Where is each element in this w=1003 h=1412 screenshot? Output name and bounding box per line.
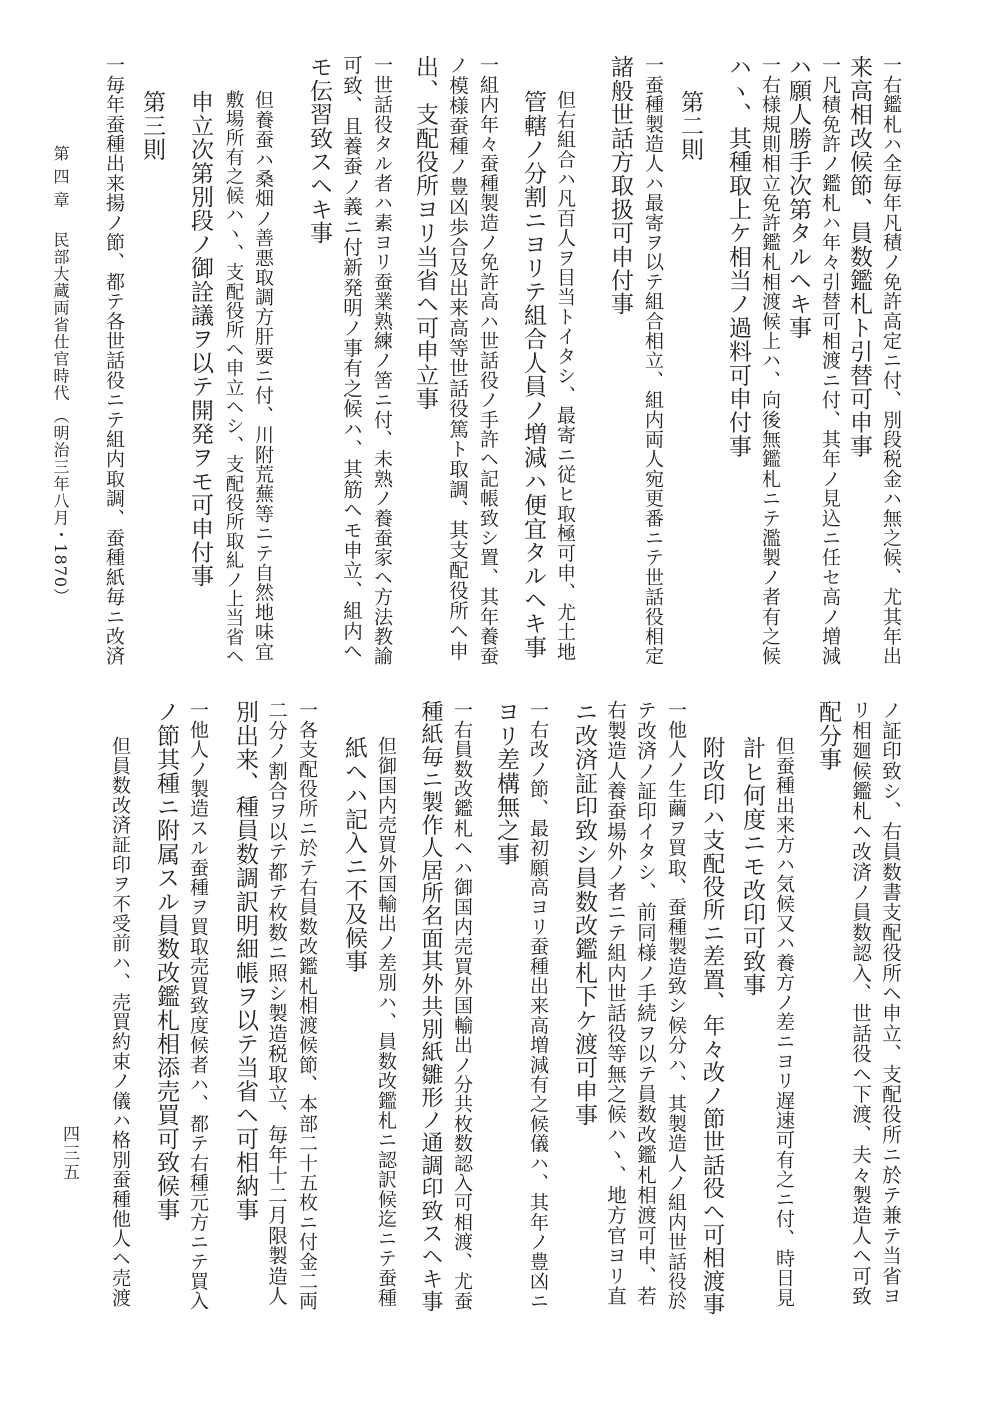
text-column: 一右改ノ節、最初願高ヨリ蚕種出来高増減有之候儀ハ、其年ノ豊凶ニ bbox=[527, 700, 549, 1311]
text-column: ノ節其種ニ附属スル員数改鑑札相添売買可致候事 bbox=[153, 700, 179, 1222]
text-column: 二分ノ割合ヲ以テ都テ枚数ニ照シ製造税取立、毎年十二月限製造人 bbox=[265, 700, 288, 1306]
text-column: 右製造人養蚕場外ノ者ニテ組内世話役等無之候ハヽ、地方官ヨリ直 bbox=[604, 700, 627, 1306]
text-column: 可致、且養蚕ノ義ニ付新発明ノ事有之候ハ、其筋ヘモ申立、組内ヘ bbox=[340, 55, 363, 661]
text-column: 計ヒ何度ニモ改印可致事 bbox=[739, 736, 765, 997]
text-column: ノ模様蚕種ノ豊凶歩合及出来高等世話役篤ト取調、其支配役所ヘ申 bbox=[446, 55, 469, 661]
text-column: 一右鑑札ハ全毎年凡積ノ免許高定ニ付、別段税金ハ無之候、尤其年出 bbox=[880, 55, 902, 666]
section-heading: 第三則 bbox=[139, 90, 165, 162]
text-column: 別出来、種員数調訳明細帳ヲ以テ当省ヘ可相納事 bbox=[232, 700, 258, 1222]
text-column: 但員数改済証印ヲ不受前ハ、売買約束ノ儀ハ格別蚕種他人ヘ売渡 bbox=[109, 736, 131, 1308]
text-column: 敷場所有之候ハヽ、支配役所ヘ申立ヘシ、支配役所取糺ノ上当省ヘ bbox=[223, 90, 244, 666]
page-number: 四三五 bbox=[59, 1125, 79, 1182]
text-column: 一右員数改鑑札ヘハ御国内売買外国輸出ノ分共枚数認入可相渡、尤蚕 bbox=[451, 700, 473, 1311]
text-column: ハ願人勝手次第タルヘキ事 bbox=[785, 55, 811, 340]
text-column: 紙ヘハ記入ニ不及候事 bbox=[341, 736, 367, 973]
text-column: 一他人ノ製造スル蚕種ヲ買取売買致度候者ハ、都テ右種元方ニテ買入 bbox=[187, 700, 209, 1311]
text-column: テ改済ノ証印イタシ、前同様ノ手続ヲ以テ員数改鑑札相渡可申、若 bbox=[634, 700, 657, 1306]
text-column: 附改印ハ支配役所ニ差置、年々改ノ節世話役ヘ可相渡事 bbox=[699, 736, 725, 1316]
text-column: 但御国内売買外国輸出ノ差別ハ、員数改鑑札ニ認訳候迄ニテ蚕種 bbox=[375, 736, 397, 1308]
text-column: 出、支配役所ヨリ当省ヘ可申立事 bbox=[412, 55, 438, 411]
text-column: 一世話役タル者ハ素ヨリ蚕業熟練ノ筈ニ付、未熟ノ養蚕家ヘ方法教諭 bbox=[371, 55, 393, 666]
text-column: 来高相改候節、員数鑑札ト引替可申事 bbox=[846, 55, 872, 458]
text-column: 一蚕種製造人ハ最寄ヲ以テ組合相立、組内両人宛更番ニテ世話役相定 bbox=[642, 55, 664, 666]
text-column: 種紙毎ニ製作人居所名面其外共別紙雛形ノ通調印致スヘキ事 bbox=[418, 700, 443, 1313]
text-column: 一毎年蚕種出来揚ノ節、都テ各世話役ニテ組内取調、蚕種紙毎ニ改済 bbox=[103, 55, 125, 666]
text-column: ハヽ、其種取上ケ相当ノ過料可申付事 bbox=[725, 55, 751, 458]
text-column: 管轄ノ分割ニヨリテ組合人員ノ増減ハ便宜タルヘキ事 bbox=[520, 90, 546, 659]
text-column: 申立次第別段ノ御詮議ヲ以テ開発ヲモ可申付事 bbox=[187, 90, 213, 588]
text-column: 一他人ノ生繭ヲ買取、蚕種製造致シ候分ハ、其製造人ノ組内世話役於 bbox=[665, 700, 687, 1311]
text-column: 但右組合ハ凡百人ヲ目当トイタシ、最寄ニ従ヒ取極可申、尤土地 bbox=[554, 90, 576, 662]
text-column: モ伝習致スヘキ事 bbox=[306, 55, 332, 245]
text-column: 諸般世話方取扱可申付事 bbox=[607, 55, 633, 316]
running-header: 第 四 章 民部大蔵両省仕官時代 （明治三年八月・1870） bbox=[51, 145, 70, 606]
text-column: 一右様規則相立免許鑑札相渡候上ハ、向後無鑑札ニテ濫製ノ者有之候 bbox=[759, 55, 781, 666]
text-column: 一各支配役所ニ於テ右員数改鑑札相渡候節、本部二十五枚ニ付金二両 bbox=[296, 700, 318, 1311]
text-column: 但養蚕ハ桑畑ノ善悪取調方肝要ニ付、川附荒蕪等ニテ自然地味宜 bbox=[252, 90, 274, 662]
text-column: 一組内年々蚕種製造ノ免許高ハ世話役ノ手許ヘ記帳致シ置、其年養蚕 bbox=[477, 55, 499, 666]
text-column: 一凡積免許ノ鑑札ハ年々引替可相渡ニ付、其年ノ見込ニ任セ高ノ増減 bbox=[819, 55, 841, 666]
text-column: ノ証印致シ、右員数書支配役所ヘ申立、支配役所ニ於テ兼テ当省ヨ bbox=[879, 700, 902, 1306]
text-column: 但蚕種出来方ハ気候又ハ養方ノ差ニヨリ遅速可有之ニ付、時日見 bbox=[773, 736, 795, 1308]
section-heading: 第二則 bbox=[677, 90, 703, 162]
text-column: ヨリ差構無之事 bbox=[493, 700, 519, 866]
text-column: リ相廻候鑑札ヘ改済ノ員数認入、世話役ヘ下渡、夫々製造人ヘ可致 bbox=[849, 700, 872, 1306]
text-column: 配分事 bbox=[815, 700, 841, 772]
text-column: ニ改済証印致シ員数改鑑札下ケ渡可申事 bbox=[571, 700, 597, 1127]
